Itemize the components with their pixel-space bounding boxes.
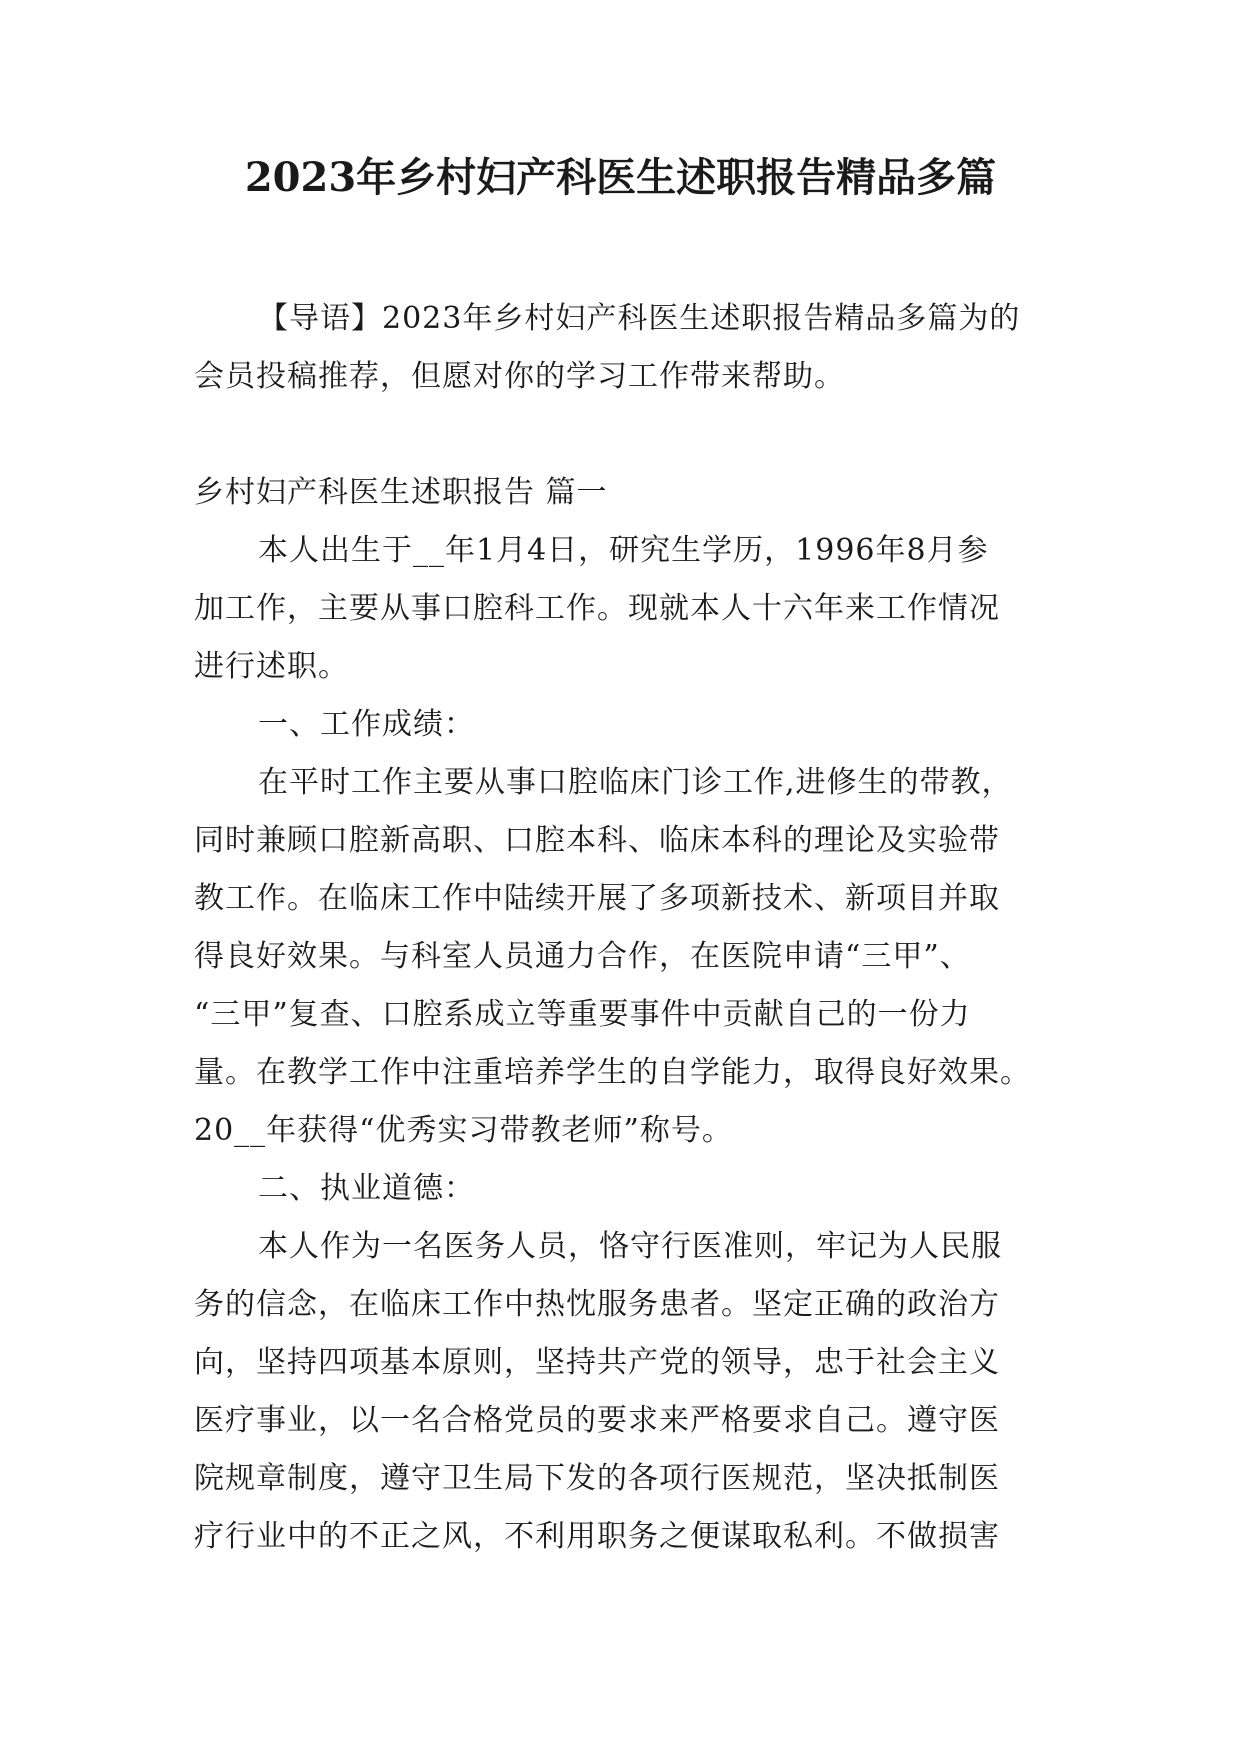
para2-line-1: 在平时工作主要从事口腔临床门诊工作,进修生的带教， [258,765,1013,800]
paragraph-1 [194,522,1056,696]
intro-paragraph [194,290,1056,406]
para1-line-2: 加工作，主要从事口腔科工作。现就本人十六年来工作情况 [194,591,1000,626]
para2-line-4: 得良好效果。与科室人员通力合作，在医院申请“三甲”、 [194,939,971,974]
para2-line-3: 教工作。在临床工作中陆续开展了多项新技术、新项目并取 [194,881,1000,916]
para3-line-1: 本人作为一名医务人员，恪守行医准则，牢记为人民服 [258,1229,1002,1264]
para2-line-5: “三甲”复查、口腔系成立等重要事件中贡献自己的一份力 [194,997,971,1032]
section-heading-text: 乡村妇产科医生述职报告 篇一 [194,475,608,510]
heading-2-text: 二、执业道德： [258,1171,475,1206]
heading-2 [194,1160,1056,1218]
intro-line-1: 【导语】2023年乡村妇产科医生述职报告精品多篇为的 [258,301,1021,336]
section-heading [194,464,1056,522]
para3-line-3: 向，坚持四项基本原则，坚持共产党的领导，忠于社会主义 [194,1345,1000,1380]
para2-line-7: 20__年获得“优秀实习带教老师”称号。 [194,1113,733,1148]
para1-line-3: 进行述职。 [194,649,349,684]
para3-line-2: 务的信念，在临床工作中热忱服务患者。坚定正确的政治方 [194,1287,1000,1322]
paragraph-2 [194,754,1056,1160]
para3-line-6: 疗行业中的不正之风，不利用职务之便谋取私利。不做损害 [194,1519,1000,1554]
heading-1-text: 一、工作成绩： [258,707,475,742]
para2-line-2: 同时兼顾口腔新高职、口腔本科、临床本科的理论及实验带 [194,823,1000,858]
document-body [194,290,1056,1566]
paragraph-3 [194,1218,1056,1566]
heading-1 [194,696,1056,754]
para3-line-4: 医疗事业，以一名合格党员的要求来严格要求自己。遵守医 [194,1403,1000,1438]
spacer [194,406,1056,464]
para2-line-6: 量。在教学工作中注重培养学生的自学能力，取得良好效果。 [194,1055,1031,1090]
intro-line-2: 会员投稿推荐，但愿对你的学习工作带来帮助。 [194,359,845,394]
document-title: 2023年乡村妇产科医生述职报告精品多篇 [244,154,997,201]
para1-line-1: 本人出生于__年1月4日，研究生学历，1996年8月参 [258,533,989,568]
para3-line-5: 院规章制度，遵守卫生局下发的各项行医规范，坚决抵制医 [194,1461,1000,1496]
